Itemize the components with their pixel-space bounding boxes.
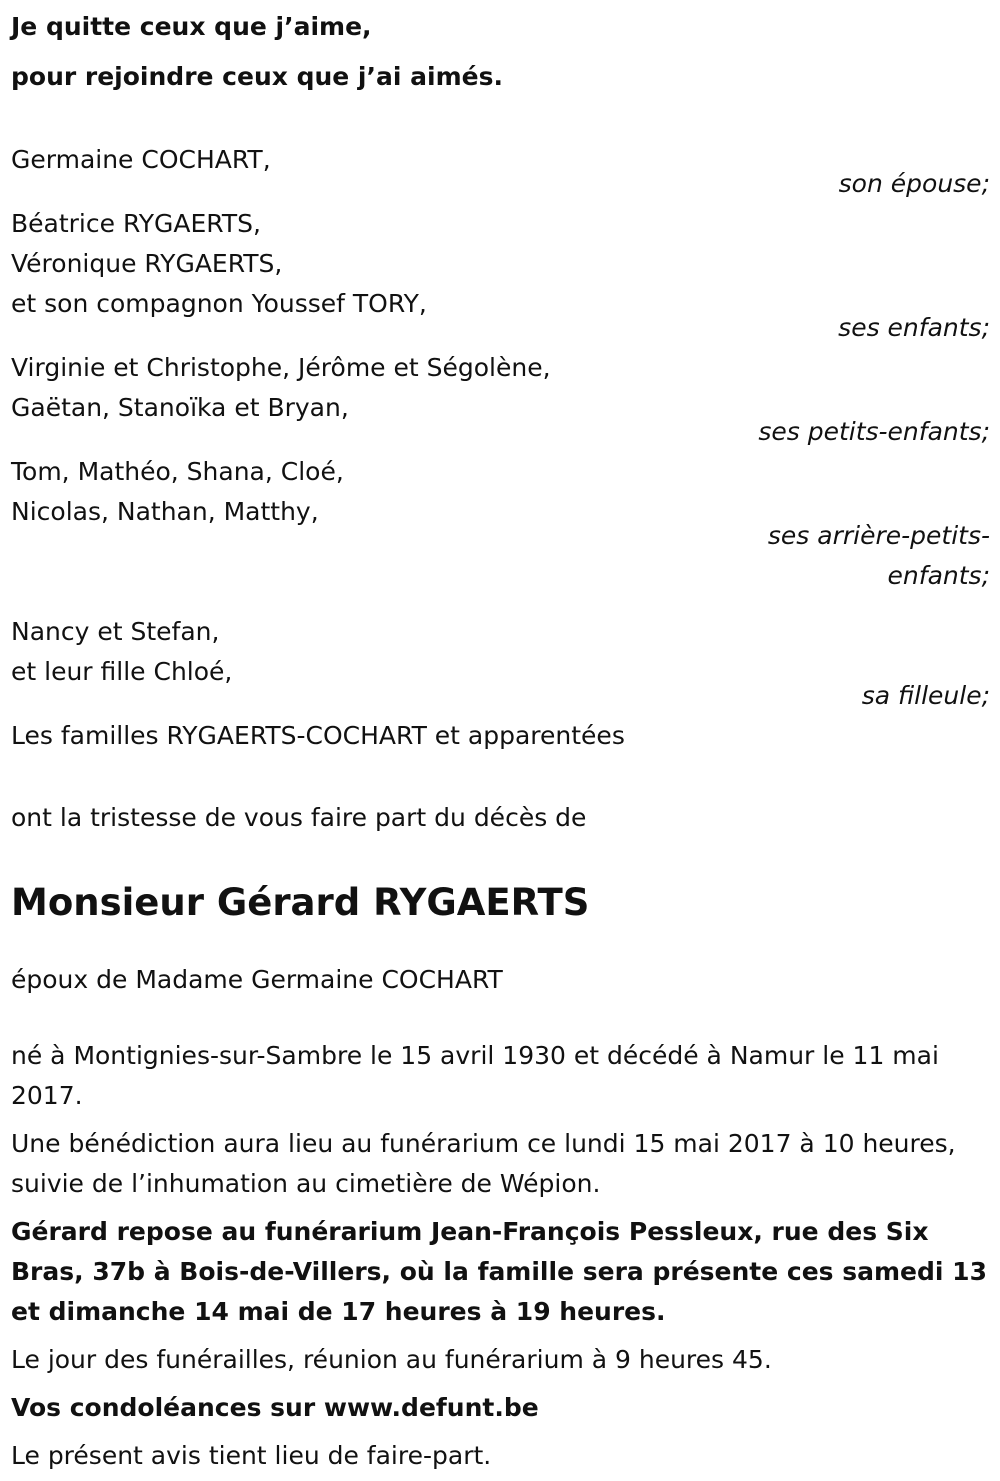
family-name-line: et leur fille Chloé,: [11, 657, 233, 686]
birth-death-paragraph: né à Montignies-sur-Sambre le 15 avril 1930 et décédé à Namur le 11 mai 2017.: [11, 1041, 939, 1110]
family-role: ses arrière-petits-enfants;: [767, 521, 990, 590]
family-name-line: Béatrice RYGAERTS,: [11, 209, 261, 238]
family-role: ses enfants;: [838, 313, 990, 342]
family-name-line: Virginie et Christophe, Jérôme et Ségolène,: [11, 353, 551, 382]
announcement-line: ont la tristesse de vous faire part du décès de: [11, 803, 587, 832]
epigraph-line-2: pour rejoindre ceux que j’ai aimés.: [11, 62, 503, 91]
family-role: son épouse;: [838, 169, 990, 198]
family-name-line: Nancy et Stefan,: [11, 617, 220, 646]
family-group-children: [11, 204, 990, 348]
epigraph-line-1: Je quitte ceux que j’aime,: [11, 12, 372, 41]
family-name-line: Germaine COCHART,: [11, 145, 271, 174]
family-name-line: Gaëtan, Stanoïka et Bryan,: [11, 393, 349, 422]
family-role: ses petits-enfants;: [758, 417, 990, 446]
deceased-name: Monsieur Gérard RYGAERTS: [11, 881, 590, 924]
meeting-paragraph: Le jour des funérailles, réunion au funérarium à 9 heures 45.: [11, 1345, 772, 1374]
visitation-paragraph: Gérard repose au funérarium Jean-François Pessleux, rue des Six Bras, 37b à Bois-de-Villers, où la famille sera présente ces samedi 13 et dimanche 14 mai de 17 heures à 19 heures.: [11, 1217, 987, 1326]
family-name-line: et son compagnon Youssef TORY,: [11, 289, 427, 318]
family-group-great-grandchildren: [11, 452, 990, 596]
ceremony-paragraph: Une bénédiction aura lieu au funérarium ce lundi 15 mai 2017 à 10 heures, suivie de l’inhumation au cimetière de Wépion.: [11, 1129, 956, 1198]
family-group-grandchildren: [11, 348, 990, 452]
family-name-line: Tom, Mathéo, Shana, Cloé,: [11, 457, 344, 486]
epigraph: [11, 2, 990, 102]
family-name-line: Véronique RYGAERTS,: [11, 249, 283, 278]
condolences-line: Vos condoléances sur www.defunt.be: [11, 1393, 539, 1422]
family-name-line: Nicolas, Nathan, Matthy,: [11, 497, 319, 526]
family-group-spouse: [11, 140, 990, 204]
spouse-line: époux de Madame Germaine COCHART: [11, 965, 503, 994]
families-line: Les familles RYGAERTS-COCHART et apparentées: [11, 721, 625, 750]
family-role: sa filleule;: [861, 681, 990, 710]
family-group-goddaughter: [11, 612, 990, 716]
notice-line: Le présent avis tient lieu de faire-part.: [11, 1441, 492, 1470]
